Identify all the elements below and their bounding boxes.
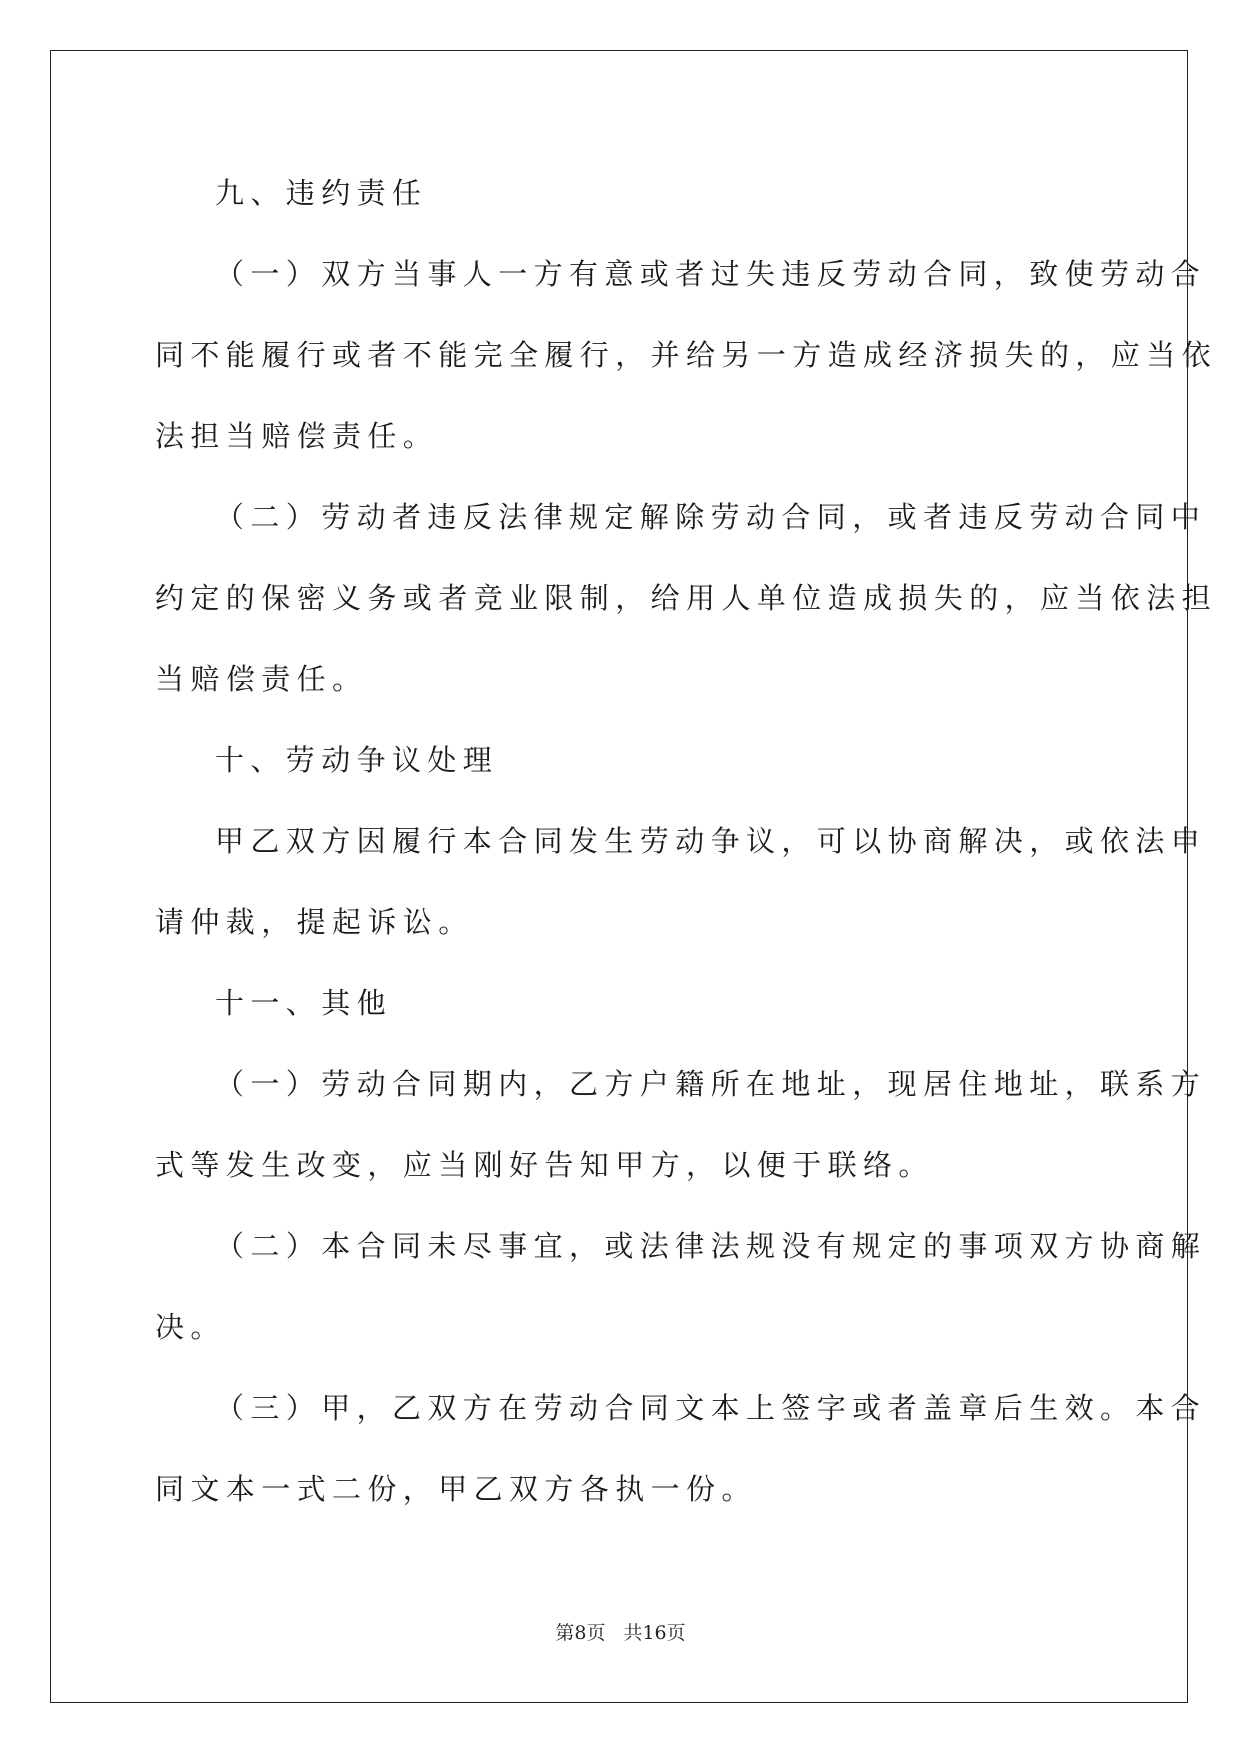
paragraph-line: （三）甲，乙双方在劳动合同文本上签字或者盖章后生效。本合 xyxy=(215,1391,1207,1425)
paragraph-line: 甲乙双方因履行本合同发生劳动争议，可以协商解决，或依法申 xyxy=(215,824,1207,858)
paragraph-line: （二）劳动者违反法律规定解除劳动合同，或者违反劳动合同中 xyxy=(215,500,1207,534)
section-heading-breach: 九、违约责任 xyxy=(215,176,428,210)
section-heading-dispute: 十、劳动争议处理 xyxy=(215,743,499,777)
paragraph-line: 式等发生改变，应当刚好告知甲方，以便于联络。 xyxy=(155,1148,934,1182)
paragraph-line: （一）双方当事人一方有意或者过失违反劳动合同，致使劳动合 xyxy=(215,257,1207,291)
paragraph-line: 同文本一式二份，甲乙双方各执一份。 xyxy=(155,1472,757,1506)
paragraph-line: 当赔偿责任。 xyxy=(155,662,368,696)
page-number: 第8页 xyxy=(555,1622,606,1644)
paragraph-line: 法担当赔偿责任。 xyxy=(155,419,439,453)
page-total: 共16页 xyxy=(623,1622,686,1644)
paragraph-line: 决。 xyxy=(155,1310,226,1344)
section-heading-other: 十一、其他 xyxy=(215,986,393,1020)
paragraph-line: （二）本合同未尽事宜，或法律法规没有规定的事项双方协商解 xyxy=(215,1229,1207,1263)
paragraph-line: （一）劳动合同期内，乙方户籍所在地址，现居住地址，联系方 xyxy=(215,1067,1207,1101)
document-body xyxy=(155,160,1218,1537)
paragraph-line: 请仲裁，提起诉讼。 xyxy=(155,905,474,939)
paragraph-line: 同不能履行或者不能完全履行，并给另一方造成经济损失的，应当依 xyxy=(155,338,1218,372)
paragraph-line: 约定的保密义务或者竞业限制，给用人单位造成损失的，应当依法担 xyxy=(155,581,1218,615)
page-footer xyxy=(0,1618,1241,1645)
